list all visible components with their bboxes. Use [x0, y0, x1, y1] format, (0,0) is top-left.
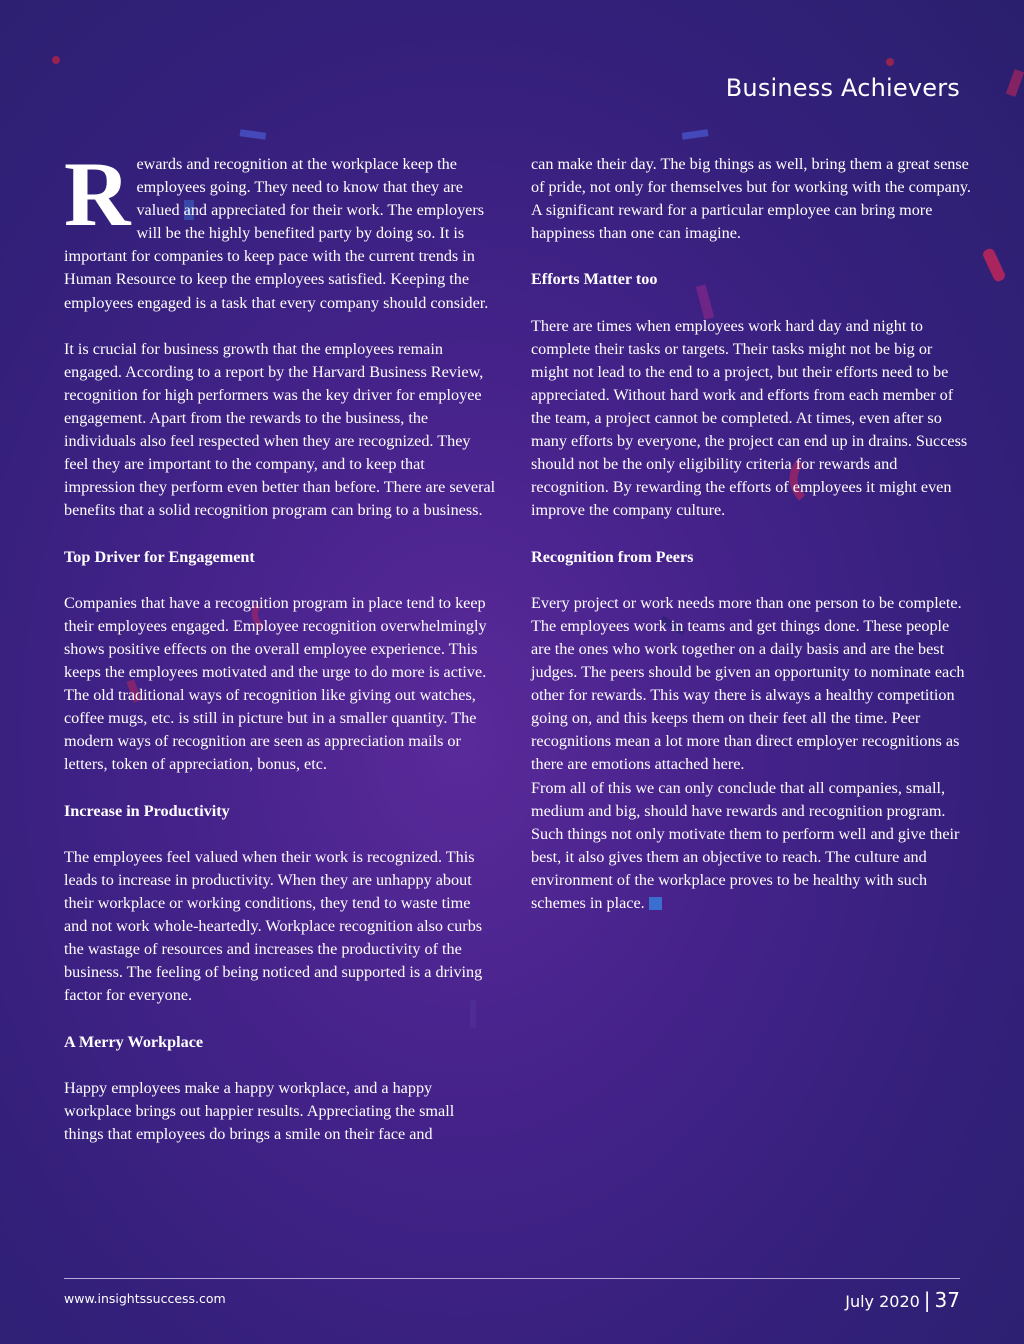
- paragraph-business-growth: It is crucial for business growth that the employees remain engaged. According to a report by the Harvard Business Review, recognition for high performers was the key driver for employee engagement. Apart from the rewards to the business, the individuals also feel respected when they are recognized. They feel they are important to the company, and to keep that impression they perform even better than before. There are several benefits that a solid recognition program can bring to a business.: [64, 339, 496, 520]
- page-number: 37: [934, 1288, 960, 1312]
- intro-paragraph: [64, 143, 496, 315]
- footer-separator: |: [923, 1288, 931, 1312]
- paragraph-peers: Every project or work needs more than one person to be complete. The employees work in teams and get things done. These people are the ones who work together on a daily basis and are the best judges. The peers should be given an opportunity to nominate each other for rewards. This way there is always a healthy competition going on, and this keeps them on their feet all the time. Peer recognitions mean a lot more than direct employer recognitions as there are emotions attached here.: [531, 593, 965, 774]
- paragraph-top-driver: Companies that have a recognition program in place tend to keep their employees engaged. Employee recognition overwhelmingly shows positive effects on the overall employee experience. This keeps the employees motivated and the urge to do more is active. The old traditional ways of recognition like giving out watches, coffee mugs, etc. is still in picture but in a smaller quantity. The modern ways of recognition are seen as appreciation mails or letters, token of appreciation, bonus, etc.: [64, 593, 487, 774]
- conclusion-text: From all of this we can only conclude that all companies, small, medium and big, should have rewards and recognition program. Such things not only motivate them to perform well and give their best, it also gives them an objective to reach. The culture and environment of the workplace proves to be healthy with such schemes in place.: [531, 778, 960, 912]
- confetti-star-left: [52, 56, 60, 64]
- end-mark-icon: [649, 897, 662, 910]
- dropcap: R: [64, 143, 131, 245]
- heading-efforts: Efforts Matter too: [531, 270, 658, 289]
- right-column: [531, 153, 971, 938]
- paragraph-conclusion: [531, 777, 971, 916]
- left-column: [64, 143, 496, 1169]
- heading-productivity: Increase in Productivity: [64, 801, 230, 820]
- confetti-strip-2: [682, 129, 709, 140]
- confetti-star-right: [886, 58, 894, 66]
- intro-text: ewards and recognition at the workplace keep the employees going. They need to know that they are valued and appreciated for their work. The employers will be the highly benefited party by doing so. It is important for companies to keep pace with the current trends in Human Resource to keep the employees satisfied. Keeping the employees engaged is a task that every company should consider.: [64, 155, 489, 312]
- confetti-strip-4: [1006, 69, 1024, 97]
- paragraph-continuation: can make their day. The big things as well, bring them a great sense of pride, not only for themselves but for working with the company. A significant reward for a particular employee can bring more happiness than one can imagine.: [531, 155, 971, 243]
- footer-date: July 2020: [845, 1292, 920, 1311]
- paragraph-merry-workplace: Happy employees make a happy workplace, and a happy workplace brings out happier results. Appreciating the small things that employees do brings a smile on their face and: [64, 1078, 455, 1143]
- confetti-strip-1: [240, 129, 267, 140]
- heading-merry-workplace: A Merry Workplace: [64, 1032, 204, 1051]
- heading-peers: Recognition from Peers: [531, 547, 694, 566]
- footer-divider: [64, 1278, 960, 1279]
- confetti-strip-3: [981, 247, 1006, 283]
- paragraph-productivity: The employees feel valued when their work is recognized. This leads to increase in productivity. When they are unhappy about their workplace or working conditions, they tend to waste time and not work whole-heartedly. Workplace recognition also curbs the wastage of resources and increases the productivity of the business. The feeling of being noticed and supported is a driving factor for everyone.: [64, 847, 483, 1005]
- footer-url: www.insightssuccess.com: [64, 1291, 226, 1306]
- paragraph-efforts: There are times when employees work hard day and night to complete their tasks or targets. Their tasks might not be big or might not lead to the end to a project, but their efforts need to be appreciated. Without hard work and efforts from each member of the team, a project cannot be completed. At times, even after so many efforts by everyone, the project can end up in drains. Success should not be the only eligibility criteria for rewards and recognition. By rewarding the efforts of employees it might even improve the company culture.: [531, 316, 968, 520]
- footer-page-info: [845, 1288, 960, 1312]
- heading-top-driver: Top Driver for Engagement: [64, 547, 255, 566]
- header-title: Business Achievers: [725, 74, 960, 102]
